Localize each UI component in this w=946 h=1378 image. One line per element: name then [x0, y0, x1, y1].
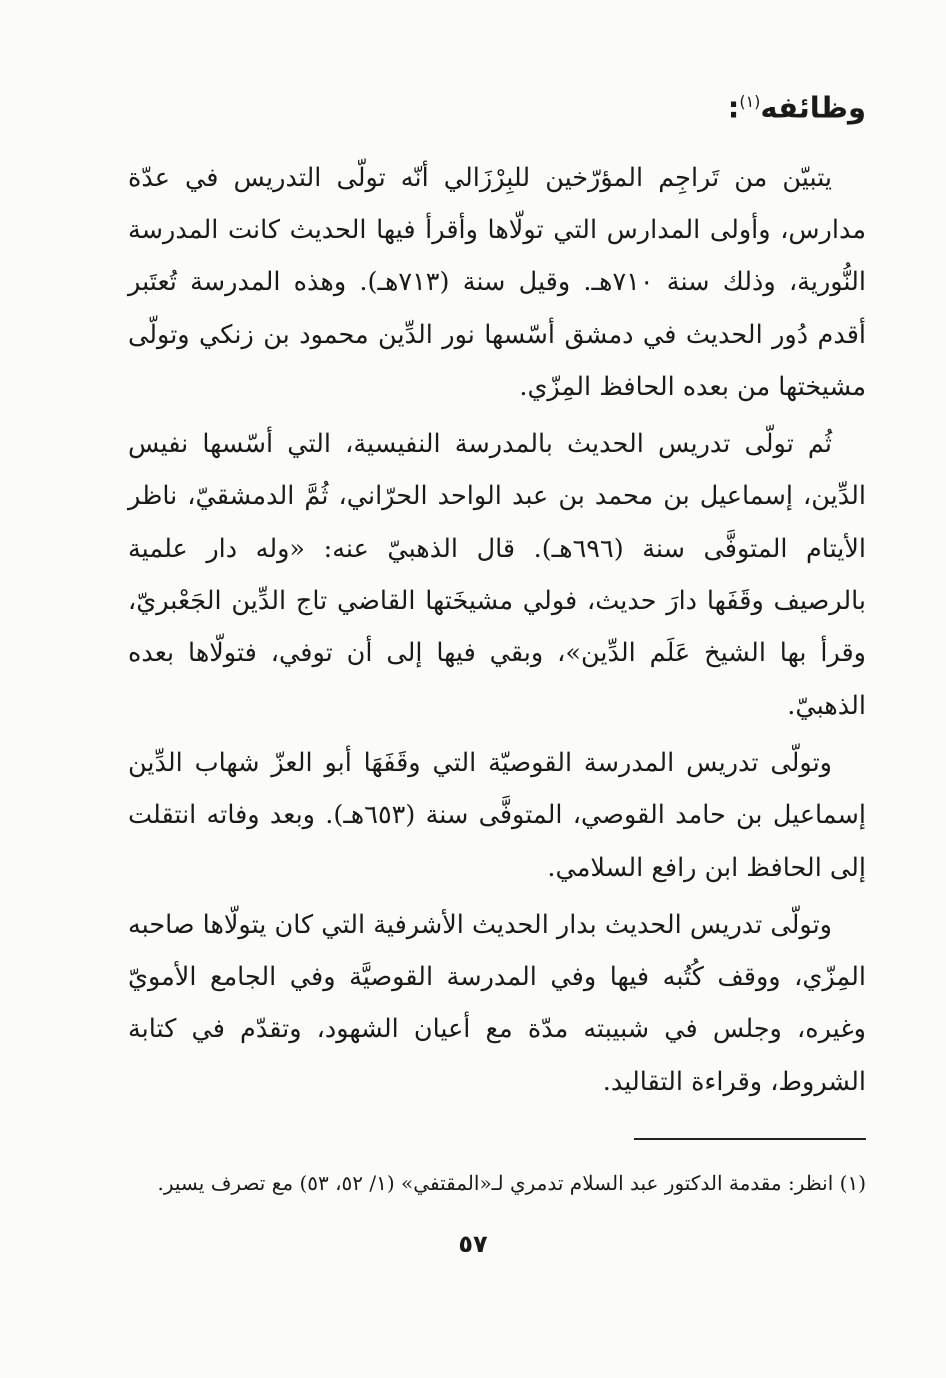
section-heading [128, 80, 866, 130]
heading-footnote-ref[interactable]: (١) [739, 92, 761, 111]
heading-text: وظائفه [760, 90, 866, 125]
footnote-divider [634, 1138, 866, 1140]
paragraph-4: وتولّى تدريس الحديث بدار الحديث الأشرفية التي كان يتولّاها صاحبه المِزّي، ووقف كُتُبه فيها وفي المدرسة القوصيَّة وفي الجامع الأمويّ وغيره، وجلس في شبيبته مدّة مع أعيان الشهود، وتقدّم في كتابة الشروط، وقراءة التقاليد. [128, 909, 866, 1097]
paragraph-3: وتولّى تدريس المدرسة القوصيّة التي وقَفَهَا أبو العزّ شهاب الدِّين إسماعيل بن حامد القوصي، المتوفَّى سنة (٦٥٣هـ). وبعد وفاته انتقلت إلى الحافظ ابن رافع السلامي. [128, 747, 867, 883]
heading-colon: : [727, 90, 740, 125]
footnote: (١) انظر: مقدمة الدكتور عبد السلام تدمري لـ«المقتفي» (١/ ٥٢، ٥٣) مع تصرف يسير. [157, 1171, 866, 1195]
page-number: ٥٧ [458, 1230, 488, 1258]
paragraph-1: يتبيّن من تَراجِم المؤرّخين للبِرْزَالي أنّه تولّى التدريس في عدّة مدارس، وأولى المدارس التي تولّاها وأقرأ فيها الحديث كانت المدرسة النُّورية، وذلك سنة ٧١٠هـ. وقيل سنة (٧١٣هـ). وهذه المدرسة تُعتَبر أقدم دُور الحديث في دمشق أسّسها نور الدِّين محمود بن زنكي وتولّى مشيختها من بعده الحافظ المِزّي. [128, 162, 866, 402]
page-body [128, 80, 866, 1204]
paragraph-2: ثُم تولّى تدريس الحديث بالمدرسة النفيسية، التي أسّسها نفيس الدِّين، إسماعيل بن محمد بن عبد الواحد الحرّاني، ثُمَّ الدمشقيّ، ناظر الأيتام المتوفَّى سنة (٦٩٦هـ). قال الذهبيّ عنه: «وله دار علمية بالرصيف وقَفَها دارَ حديث، فولي مشيخَتها القاضي تاج الدِّين الجَعْبريّ، وقرأ بها الشيخ عَلَم الدِّين»، وبقي فيها إلى أن توفي، فتولّاها بعده الذهبيّ. [128, 429, 866, 721]
